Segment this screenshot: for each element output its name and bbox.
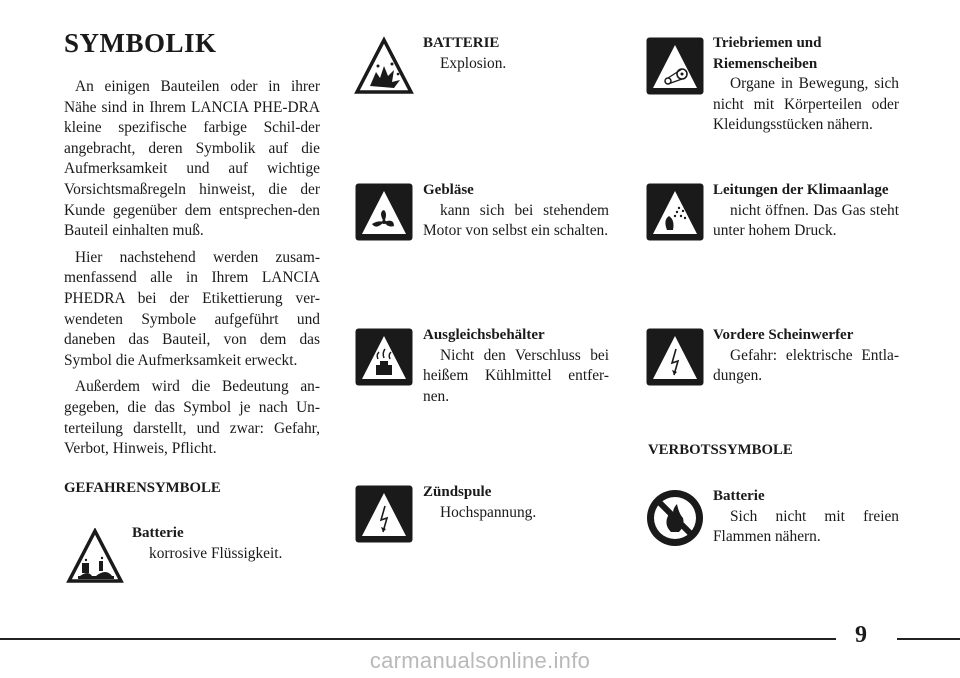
item-description: Sich nicht mit freien Flammen nähern.: [713, 507, 899, 546]
item-title: Gebläse: [423, 182, 474, 198]
hot-coolant-warning-icon: [354, 327, 414, 387]
intro-text: [64, 77, 320, 466]
danger-symbols-heading: GEFAHRENSYMBOLE: [64, 480, 221, 496]
headlights-item: [713, 325, 899, 387]
item-description: Gefahr: elektrische Entla-dungen.: [713, 346, 899, 385]
explosion-warning-icon: [354, 36, 414, 96]
electric-discharge-warning-icon: [645, 327, 705, 387]
corrosive-liquid-warning-icon: [66, 528, 124, 584]
battery-flames-item: [713, 486, 899, 548]
intro-paragraph: Hier nachstehend werden zusam-menfassend alle in Ihrem LANCIA PHEDRA bei der Etikettierung ver-wendeten Symbole aufgeführt und daneben das Bauteil, von dem das Symbol die Aufmerksamkeit erweckt.: [64, 248, 320, 369]
page-title: SYMBOLIK: [64, 28, 217, 58]
item-description: nicht öffnen. Das Gas steht unter hohem Druck.: [713, 201, 899, 240]
item-title: Triebriemen und Riemenscheiben: [713, 35, 822, 72]
footer-rule-left: [0, 638, 836, 640]
prohibition-symbols-heading: VERBOTSSYMBOLE: [648, 442, 793, 458]
ignition-coil-item: [423, 482, 609, 523]
belts-item: [713, 33, 899, 136]
item-title: Batterie: [713, 488, 765, 504]
battery-explosion-item: [423, 33, 609, 74]
moving-belts-warning-icon: [645, 36, 705, 96]
fan-warning-icon: [354, 182, 414, 242]
intro-paragraph: Außerdem wird die Bedeutung an-gegeben, die das Symbol je nach Un-terteilung darstellt, und zwar: Gefahr, Verbot, Hinweis, Pflicht.: [64, 378, 320, 458]
footer-rule-right: [897, 638, 960, 640]
item-title: Batterie: [132, 525, 184, 541]
battery-corrosive-item: [132, 523, 292, 564]
item-title: BATTERIE: [423, 35, 500, 51]
intro-paragraph: An einigen Bauteilen oder in ihrer Nähe sind in Ihrem LANCIA PHE-DRA kleine spezifische farbige Schil-der angebracht, deren Symbolik auf die Aufmerksamkeit und auf wichtige Vorsichtsmaßregeln hinweist, die der Kunde gegenüber dem entsprechen-den Bauteil einhalten muß.: [64, 78, 320, 240]
page-number: 9: [855, 622, 867, 648]
item-title: Leitungen der Klimaanlage: [713, 182, 889, 198]
expansion-tank-item: [423, 325, 609, 407]
pressurized-gas-warning-icon: [645, 182, 705, 242]
ac-lines-item: [713, 180, 899, 242]
no-open-flames-icon: [645, 488, 705, 548]
item-description: kann sich bei stehendem Motor von selbst ein schalten.: [423, 201, 609, 240]
item-title: Zündspule: [423, 484, 492, 500]
fan-item: [423, 180, 609, 242]
item-title: Ausgleichsbehälter: [423, 327, 545, 343]
item-description: korrosive Flüssigkeit.: [149, 544, 283, 562]
item-description: Nicht den Verschluss bei heißem Kühlmittel entfer-nen.: [423, 346, 609, 405]
item-title: Vordere Scheinwerfer: [713, 327, 854, 343]
item-description: Explosion.: [440, 54, 507, 72]
item-description: Organe in Bewegung, sich nicht mit Körperteilen oder Kleidungsstücken nähern.: [713, 75, 899, 134]
high-voltage-warning-icon: [354, 484, 414, 544]
watermark: carmanualsonline.info: [369, 648, 591, 673]
item-description: Hochspannung.: [440, 503, 537, 521]
